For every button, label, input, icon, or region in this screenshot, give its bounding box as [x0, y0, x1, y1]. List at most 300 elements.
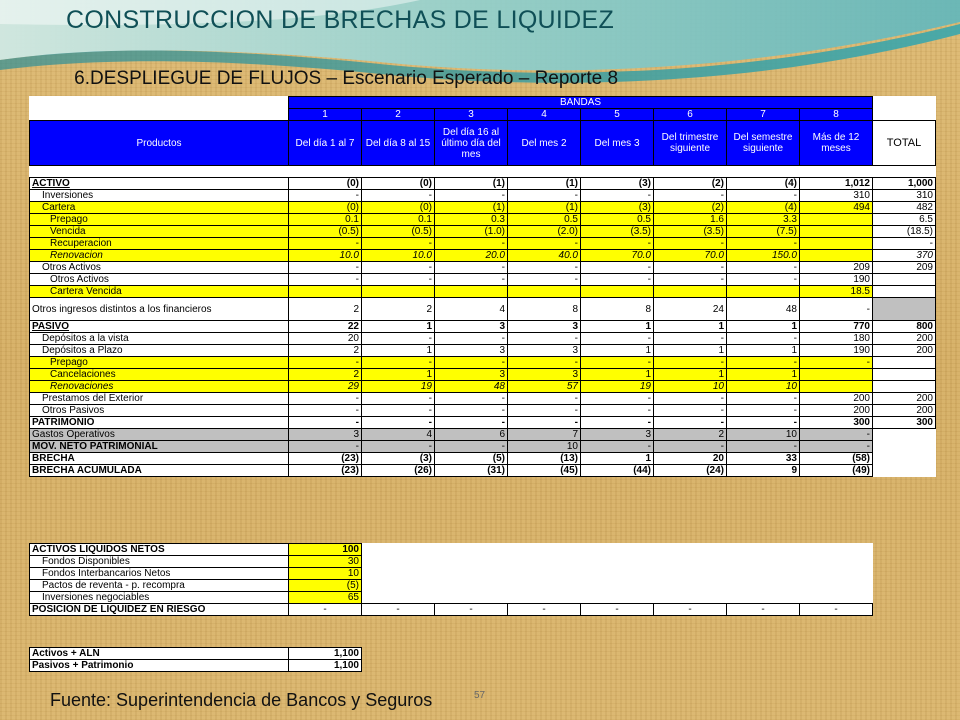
- band-number: 2: [362, 109, 435, 121]
- posicion-value: -: [581, 604, 654, 616]
- table-row: [30, 357, 936, 369]
- row-total: 6.5: [873, 214, 936, 226]
- row-value: (44): [581, 465, 654, 477]
- summary-table: [29, 647, 362, 672]
- row-value: 10.0: [362, 250, 435, 262]
- table-row: [30, 369, 936, 381]
- row-value: 1: [362, 369, 435, 381]
- row-value: 18.5: [800, 286, 873, 298]
- row-value: 1: [581, 345, 654, 357]
- row-label: MOV. NETO PATRIMONIAL: [30, 441, 289, 453]
- summary-value: 1,100: [289, 660, 362, 672]
- aln-title-row: [30, 544, 873, 556]
- row-label: Renovacion: [30, 250, 289, 262]
- posicion-value: -: [727, 604, 800, 616]
- row-value: 40.0: [508, 250, 581, 262]
- row-value: 2: [654, 429, 727, 441]
- row-value: 1: [654, 321, 727, 333]
- posicion-value: -: [654, 604, 727, 616]
- row-value: -: [435, 441, 508, 453]
- row-value: 1: [654, 369, 727, 381]
- table-row: [30, 250, 936, 262]
- row-value: 7: [508, 429, 581, 441]
- row-value: [727, 286, 800, 298]
- row-value: -: [581, 417, 654, 429]
- row-value: 3: [508, 369, 581, 381]
- page-number: 57: [474, 690, 486, 701]
- row-total: 200: [873, 345, 936, 357]
- summary-value: 1,100: [289, 648, 362, 660]
- band-number: 4: [508, 109, 581, 121]
- row-value: 4: [435, 298, 508, 321]
- row-value: 10: [508, 441, 581, 453]
- row-value: -: [581, 262, 654, 274]
- slide-subtitle: [46, 68, 618, 90]
- table-row: [30, 286, 936, 298]
- row-value: (3.5): [654, 226, 727, 238]
- row-value: (3): [581, 178, 654, 190]
- row-value: 57: [508, 381, 581, 393]
- row-value: -: [727, 190, 800, 202]
- row-label: Otros ingresos distintos a los financieros: [30, 298, 289, 321]
- row-value: [800, 226, 873, 238]
- row-value: -: [581, 190, 654, 202]
- table-row: [30, 465, 936, 477]
- row-value: -: [654, 441, 727, 453]
- row-value: (1.0): [435, 226, 508, 238]
- row-value: -: [800, 298, 873, 321]
- table-row: [30, 298, 936, 321]
- row-total: [873, 357, 936, 369]
- row-value: 4: [362, 429, 435, 441]
- row-total: [873, 441, 936, 453]
- row-total: 300: [873, 417, 936, 429]
- row-value: -: [727, 238, 800, 250]
- row-label: ACTIVO: [30, 178, 289, 190]
- row-value: -: [508, 417, 581, 429]
- row-total: [873, 286, 936, 298]
- aln-item-value: 10: [289, 568, 362, 580]
- table-row: [30, 393, 936, 405]
- row-value: (13): [508, 453, 581, 465]
- row-value: 10: [727, 429, 800, 441]
- spacer: [362, 592, 873, 604]
- band-label-header: Más de 12 meses: [800, 121, 873, 166]
- row-label: Gastos Operativos: [30, 429, 289, 441]
- spacer: [362, 580, 873, 592]
- row-value: -: [508, 405, 581, 417]
- row-value: 48: [435, 381, 508, 393]
- row-value: -: [435, 405, 508, 417]
- row-value: -: [435, 238, 508, 250]
- row-value: (4): [727, 178, 800, 190]
- row-value: 3: [508, 345, 581, 357]
- table-row: [30, 453, 936, 465]
- row-value: 190: [800, 274, 873, 286]
- row-value: 3.3: [727, 214, 800, 226]
- row-value: [800, 214, 873, 226]
- summary-row: [30, 660, 362, 672]
- row-total: (18.5): [873, 226, 936, 238]
- table-row: [30, 417, 936, 429]
- row-value: -: [362, 417, 435, 429]
- row-total: 209: [873, 262, 936, 274]
- row-value: (1): [508, 178, 581, 190]
- row-value: -: [508, 393, 581, 405]
- row-value: 22: [289, 321, 362, 333]
- row-value: (3.5): [581, 226, 654, 238]
- row-label: Prepago: [30, 357, 289, 369]
- row-value: -: [727, 393, 800, 405]
- row-value: 209: [800, 262, 873, 274]
- row-value: (49): [800, 465, 873, 477]
- row-value: -: [581, 238, 654, 250]
- band-label-header: Del semestre siguiente: [727, 121, 800, 166]
- row-value: -: [362, 238, 435, 250]
- row-total: [873, 465, 936, 477]
- row-value: (2): [654, 202, 727, 214]
- row-value: 1,012: [800, 178, 873, 190]
- row-value: 1: [654, 345, 727, 357]
- row-value: (5): [435, 453, 508, 465]
- row-value: -: [654, 238, 727, 250]
- row-total: 482: [873, 202, 936, 214]
- row-value: 10: [654, 381, 727, 393]
- row-label: Depósitos a la vista: [30, 333, 289, 345]
- row-value: 2: [289, 345, 362, 357]
- row-value: 310: [800, 190, 873, 202]
- flows-table: [29, 96, 936, 477]
- row-value: -: [362, 405, 435, 417]
- aln-item-label: Fondos Disponibles: [30, 556, 289, 568]
- row-value: -: [435, 333, 508, 345]
- row-value: 3: [289, 429, 362, 441]
- row-value: 48: [727, 298, 800, 321]
- row-value: -: [581, 274, 654, 286]
- summary-label: Pasivos + Patrimonio: [30, 660, 289, 672]
- row-value: 3: [435, 321, 508, 333]
- slide-title: CONSTRUCCION DE BRECHAS DE LIQUIDEZ: [66, 6, 615, 34]
- row-total: 1,000: [873, 178, 936, 190]
- row-total: [873, 381, 936, 393]
- row-value: -: [289, 417, 362, 429]
- summary-row: [30, 648, 362, 660]
- row-value: 0.1: [362, 214, 435, 226]
- row-value: -: [362, 262, 435, 274]
- subtitle-number: 6.: [74, 68, 90, 89]
- row-value: 33: [727, 453, 800, 465]
- row-value: -: [727, 441, 800, 453]
- total-header: TOTAL: [873, 121, 936, 166]
- row-value: 0.5: [581, 214, 654, 226]
- row-value: 0.1: [289, 214, 362, 226]
- row-value: -: [727, 262, 800, 274]
- row-value: (1): [435, 202, 508, 214]
- row-value: -: [362, 393, 435, 405]
- table-row: [30, 333, 936, 345]
- row-value: 494: [800, 202, 873, 214]
- row-value: -: [508, 274, 581, 286]
- row-label: Cartera: [30, 202, 289, 214]
- spacer: [362, 556, 873, 568]
- row-label: Recuperacion: [30, 238, 289, 250]
- band-label-header: Del día 8 al 15: [362, 121, 435, 166]
- row-value: (45): [508, 465, 581, 477]
- row-value: -: [654, 262, 727, 274]
- row-value: 2: [289, 369, 362, 381]
- row-value: [362, 286, 435, 298]
- row-value: -: [800, 441, 873, 453]
- row-value: 1.6: [654, 214, 727, 226]
- table-row: [30, 345, 936, 357]
- row-value: (7.5): [727, 226, 800, 238]
- row-value: (31): [435, 465, 508, 477]
- band-number-row: [30, 109, 936, 121]
- row-value: (0): [362, 202, 435, 214]
- row-label: PASIVO: [30, 321, 289, 333]
- row-value: -: [581, 393, 654, 405]
- row-value: (2): [654, 178, 727, 190]
- row-label: BRECHA: [30, 453, 289, 465]
- row-label: Otros Activos: [30, 262, 289, 274]
- row-value: (2.0): [508, 226, 581, 238]
- row-value: -: [289, 262, 362, 274]
- band-label-header: Del mes 3: [581, 121, 654, 166]
- row-value: -: [581, 333, 654, 345]
- row-label: Cancelaciones: [30, 369, 289, 381]
- aln-item-row: [30, 568, 873, 580]
- table-row: [30, 429, 936, 441]
- row-value: 1: [727, 369, 800, 381]
- row-value: -: [727, 274, 800, 286]
- row-label: Otros Activos: [30, 274, 289, 286]
- row-value: [800, 238, 873, 250]
- row-value: -: [727, 333, 800, 345]
- row-value: 3: [508, 321, 581, 333]
- band-number: 7: [727, 109, 800, 121]
- row-total: 200: [873, 333, 936, 345]
- row-label: Prepago: [30, 214, 289, 226]
- row-value: -: [654, 405, 727, 417]
- row-value: -: [289, 357, 362, 369]
- row-value: 180: [800, 333, 873, 345]
- row-value: 9: [727, 465, 800, 477]
- row-value: 20: [289, 333, 362, 345]
- row-value: -: [727, 417, 800, 429]
- row-value: -: [581, 441, 654, 453]
- row-total: [873, 369, 936, 381]
- table-row: [30, 441, 936, 453]
- posicion-value: -: [508, 604, 581, 616]
- source-footer: Fuente: Superintendencia de Bancos y Seguros: [50, 690, 433, 710]
- row-value: 1: [727, 345, 800, 357]
- row-total: -: [873, 238, 936, 250]
- row-value: (0): [289, 202, 362, 214]
- row-value: (23): [289, 453, 362, 465]
- band-label-header: Del día 1 al 7: [289, 121, 362, 166]
- row-value: [800, 369, 873, 381]
- row-value: 8: [508, 298, 581, 321]
- row-value: -: [289, 190, 362, 202]
- row-value: -: [289, 405, 362, 417]
- row-value: -: [654, 357, 727, 369]
- row-label: Renovaciones: [30, 381, 289, 393]
- row-value: 300: [800, 417, 873, 429]
- row-value: (4): [727, 202, 800, 214]
- row-value: (0): [362, 178, 435, 190]
- column-header-row: [30, 121, 936, 166]
- row-value: -: [435, 417, 508, 429]
- row-value: (0.5): [362, 226, 435, 238]
- row-total: [873, 429, 936, 441]
- row-value: -: [289, 441, 362, 453]
- band-number: 6: [654, 109, 727, 121]
- row-value: -: [289, 393, 362, 405]
- row-value: (3): [362, 453, 435, 465]
- row-value: 70.0: [654, 250, 727, 262]
- band-number: 1: [289, 109, 362, 121]
- row-label: Depósitos a Plazo: [30, 345, 289, 357]
- row-label: BRECHA ACUMULADA: [30, 465, 289, 477]
- row-value: 3: [435, 345, 508, 357]
- posicion-value: -: [289, 604, 362, 616]
- row-value: 3: [435, 369, 508, 381]
- row-value: 6: [435, 429, 508, 441]
- aln-title: ACTIVOS LIQUIDOS NETOS: [30, 544, 289, 556]
- row-value: -: [654, 393, 727, 405]
- row-value: 29: [289, 381, 362, 393]
- table-row: [30, 190, 936, 202]
- aln-table: [29, 543, 873, 616]
- row-value: -: [362, 441, 435, 453]
- row-value: 8: [581, 298, 654, 321]
- row-value: 0.5: [508, 214, 581, 226]
- row-value: -: [800, 357, 873, 369]
- spacer: [362, 568, 873, 580]
- aln-item-value: (5): [289, 580, 362, 592]
- table-row: [30, 381, 936, 393]
- posicion-value: -: [362, 604, 435, 616]
- row-value: 770: [800, 321, 873, 333]
- aln-item-value: 30: [289, 556, 362, 568]
- bandas-header-row: [30, 97, 936, 109]
- row-value: 150.0: [727, 250, 800, 262]
- row-value: (1): [435, 178, 508, 190]
- row-value: 2: [362, 298, 435, 321]
- row-value: 2: [289, 298, 362, 321]
- row-total: 200: [873, 405, 936, 417]
- table-row: [30, 405, 936, 417]
- table-row: [30, 226, 936, 238]
- band-number: 3: [435, 109, 508, 121]
- row-value: -: [508, 357, 581, 369]
- aln-title-value: 100: [289, 544, 362, 556]
- row-value: -: [581, 357, 654, 369]
- aln-item-row: [30, 592, 873, 604]
- row-value: 190: [800, 345, 873, 357]
- row-value: [654, 286, 727, 298]
- posicion-label: POSICION DE LIQUIDEZ EN RIESGO: [30, 604, 289, 616]
- row-value: [581, 286, 654, 298]
- table-row: [30, 214, 936, 226]
- band-number: 8: [800, 109, 873, 121]
- aln-item-label: Pactos de reventa - p. recompra: [30, 580, 289, 592]
- table-row: [30, 274, 936, 286]
- row-value: 1: [362, 345, 435, 357]
- row-label: Cartera Vencida: [30, 286, 289, 298]
- row-total: [873, 298, 936, 321]
- row-value: -: [508, 262, 581, 274]
- row-value: -: [435, 262, 508, 274]
- row-value: -: [654, 274, 727, 286]
- row-total: 370: [873, 250, 936, 262]
- band-label-header: Del mes 2: [508, 121, 581, 166]
- table-row: [30, 262, 936, 274]
- table-row: [30, 178, 936, 190]
- row-value: -: [435, 357, 508, 369]
- table-row: [30, 238, 936, 250]
- row-value: -: [654, 417, 727, 429]
- row-value: -: [800, 429, 873, 441]
- row-value: 1: [362, 321, 435, 333]
- aln-item-label: Fondos Interbancarios Netos: [30, 568, 289, 580]
- row-value: (0): [289, 178, 362, 190]
- row-value: [800, 381, 873, 393]
- row-value: 1: [581, 321, 654, 333]
- row-total: [873, 274, 936, 286]
- row-value: -: [435, 190, 508, 202]
- summary-label: Activos + ALN: [30, 648, 289, 660]
- row-value: (0.5): [289, 226, 362, 238]
- row-label: Otros Pasivos: [30, 405, 289, 417]
- row-value: 70.0: [581, 250, 654, 262]
- row-value: 20.0: [435, 250, 508, 262]
- row-value: 10: [727, 381, 800, 393]
- row-total: 310: [873, 190, 936, 202]
- row-value: -: [435, 274, 508, 286]
- posicion-row: [30, 604, 873, 616]
- productos-header: Productos: [30, 121, 289, 166]
- row-value: 0.3: [435, 214, 508, 226]
- row-value: [508, 286, 581, 298]
- row-value: 20: [654, 453, 727, 465]
- row-value: 19: [581, 381, 654, 393]
- row-value: 10.0: [289, 250, 362, 262]
- row-value: -: [362, 333, 435, 345]
- row-value: [435, 286, 508, 298]
- row-value: -: [362, 274, 435, 286]
- row-value: 200: [800, 405, 873, 417]
- table-row: [30, 202, 936, 214]
- row-total: [873, 453, 936, 465]
- subtitle-text: DESPLIEGUE DE FLUJOS – Escenario Esperado – Reporte 8: [90, 68, 619, 89]
- row-value: (58): [800, 453, 873, 465]
- row-value: -: [654, 190, 727, 202]
- row-value: (24): [654, 465, 727, 477]
- band-label-header: Del día 16 al último día del mes: [435, 121, 508, 166]
- row-value: -: [727, 357, 800, 369]
- band-label-header: Del trimestre siguiente: [654, 121, 727, 166]
- aln-item-value: 65: [289, 592, 362, 604]
- row-value: 19: [362, 381, 435, 393]
- aln-item-row: [30, 556, 873, 568]
- spacer: [873, 109, 936, 121]
- row-label: Prestamos del Exterior: [30, 393, 289, 405]
- table-row: [30, 321, 936, 333]
- row-value: -: [654, 333, 727, 345]
- row-value: 1: [581, 453, 654, 465]
- row-value: 1: [581, 369, 654, 381]
